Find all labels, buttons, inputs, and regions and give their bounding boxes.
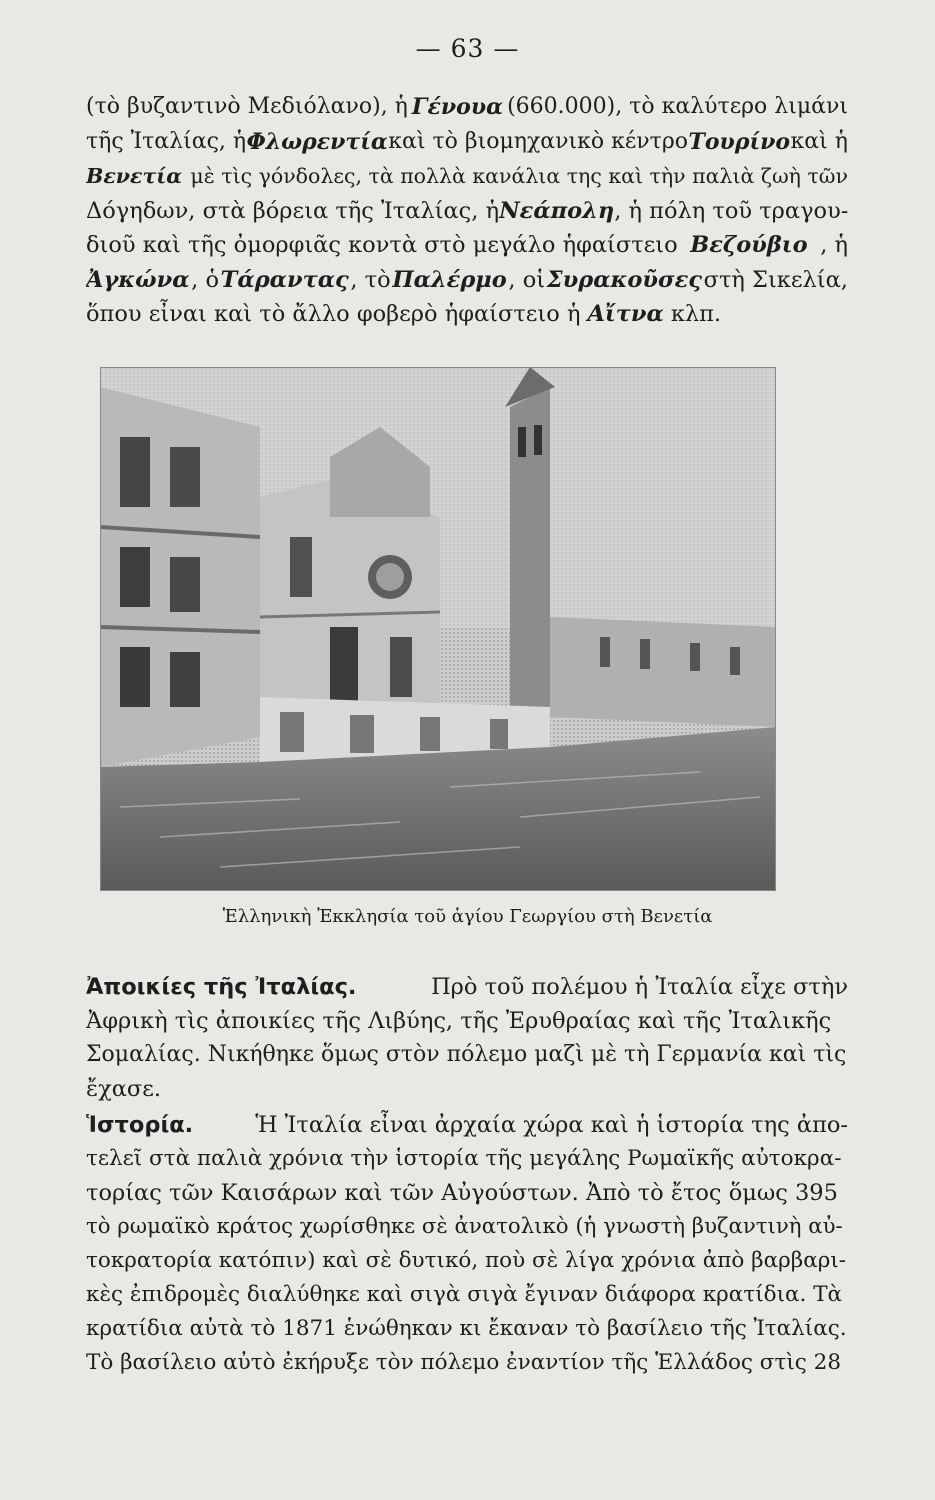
text-run: κὲς ἐπιδρομὲς διαλύθηκε καὶ σιγὰ σιγὰ ἔγιναν διάφορα κρατίδια. Τὰ [86, 1282, 843, 1307]
text-line [86, 263, 848, 298]
text-line [86, 228, 848, 263]
text-run: (660.000), τὸ καλύτερο λιμάνι [507, 94, 848, 119]
text-run: ἔχασε. [86, 1076, 162, 1102]
emphasized-place-name: Ἀγκώνα [86, 266, 190, 293]
text-run: Σομαλίας. Νικήθηκε ὅμως στὸν πόλεμο μαζὶ μὲ τὴ Γερμανία καὶ τὶς [86, 1042, 847, 1067]
paragraph-cities [86, 90, 848, 332]
text-run: Δόγηδων, στὰ βόρεια τῆς Ἰταλίας, ἡ [86, 197, 500, 224]
text-run: καὶ ἡ [790, 128, 848, 154]
text-line [86, 1108, 848, 1142]
emphasized-place-name: Φλωρεντία [246, 128, 388, 155]
text-run: Ἀφρικὴ τὶς ἀποικίες τῆς Λιβύης, τῆς Ἐρυθραίας καὶ τῆς Ἰταλικῆς [86, 1008, 832, 1034]
text-line [86, 194, 848, 229]
venice-canal-illustration [100, 367, 776, 891]
text-line [86, 970, 848, 1004]
text-line [86, 1278, 848, 1312]
paragraph-history [86, 1108, 848, 1380]
figure-caption: Ἑλληνικὴ Ἐκκλησία τοῦ ἁγίου Γεωργίου στὴ Βενετία [222, 906, 713, 927]
emphasized-place-name: Αἴτνα [587, 301, 664, 327]
emphasized-place-name: Γένουα [411, 94, 504, 120]
text-line [86, 1312, 848, 1346]
text-run: τελεῖ στὰ παλιὰ χρόνια τὴν ἱστορία τῆς μεγάλης Ρωμαϊκῆς αὐτοκρα- [86, 1146, 842, 1171]
text-run: μὲ τὶς γόνδολες, τὰ πολλὰ κανάλια της καὶ τὴν παλιὰ ζωὴ τῶν [190, 164, 848, 188]
emphasized-place-name: Συρακοῦσες [546, 266, 702, 293]
emphasized-place-name: Βενετία [86, 164, 182, 188]
text-line [86, 1244, 848, 1278]
text-line [86, 159, 848, 194]
text-run: Πρὸ τοῦ πολέμου ἡ Ἰταλία εἶχε στὴν [431, 974, 848, 1000]
text-line [86, 1210, 848, 1244]
text-run: , ὁ [191, 266, 220, 293]
emphasized-place-name: Τουρίνο [688, 128, 791, 155]
emphasized-place-name: Παλέρμο [392, 266, 507, 293]
text-run: καὶ τὸ βιομηχανικὸ κέντρο [388, 128, 689, 154]
text-line [86, 1072, 848, 1106]
text-run: τορίας τῶν Καισάρων καὶ τῶν Αὐγούστων. Ἀπὸ τὸ ἔτος ὅμως 395 [86, 1180, 838, 1206]
text-line [86, 125, 848, 160]
section-heading: Ἀποικίες τῆς Ἰταλίας. [86, 974, 357, 1000]
text-run: τὸ ρωμαϊκὸ κράτος χωρίσθηκε σὲ ἀνατολικὸ (ἡ γνωστὴ βυζαντινὴ αὐ- [86, 1214, 843, 1239]
text-run: στὴ Σικελία, [703, 266, 848, 293]
text-run: διοῦ καὶ τῆς ὀμορφιᾶς κοντὰ στὸ μεγάλο ἡφαίστειο [86, 232, 678, 258]
text-run: κλπ. [670, 301, 722, 327]
text-run: κρατίδια αὐτὰ τὸ 1871 ἑνώθηκαν κι ἔκαναν τὸ βασίλειο τῆς Ἰταλίας. [86, 1316, 847, 1341]
text-line [86, 1038, 848, 1072]
text-line [86, 297, 848, 332]
text-run: , τὸ [350, 266, 391, 293]
emphasized-place-name: Βεζούβιο [690, 232, 808, 258]
section-heading: Ἱστορία. [86, 1112, 194, 1138]
emphasized-place-name: Τάραντας [220, 266, 349, 293]
text-run: Τὸ βασίλειο αὐτὸ ἐκήρυξε τὸν πόλεμο ἐναντίον τῆς Ἑλλάδος στὶς 28 [86, 1350, 841, 1375]
page-number: — 63 — [415, 34, 520, 63]
text-run: , ἡ πόλη τοῦ τραγου- [614, 197, 848, 224]
text-line [86, 1176, 848, 1210]
text-run: , οἱ [508, 266, 546, 293]
text-run: (τὸ βυζαντινὸ Μεδιόλανο), ἡ [86, 94, 408, 119]
church-photo [100, 367, 776, 891]
text-run: τοκρατορία κατόπιν) καὶ σὲ δυτικό, ποὺ σὲ λίγα χρόνια ἀπὸ βαρβαρι- [86, 1248, 847, 1273]
text-run: , ἡ [820, 232, 848, 258]
paragraph-colonies [86, 970, 848, 1106]
text-line [86, 1346, 848, 1380]
text-line [86, 1142, 848, 1176]
text-line [86, 90, 848, 125]
text-line [86, 1004, 848, 1038]
emphasized-place-name: Νεάπολη [499, 197, 615, 224]
text-run: Ἡ Ἰταλία εἶναι ἀρχαία χώρα καὶ ἡ ἱστορία της ἀπο- [255, 1112, 848, 1138]
text-run: ὅπου εἶναι καὶ τὸ ἄλλο φοβερὸ ἡφαίστειο ἡ [86, 301, 581, 327]
text-run: τῆς Ἰταλίας, ἡ [86, 128, 247, 154]
